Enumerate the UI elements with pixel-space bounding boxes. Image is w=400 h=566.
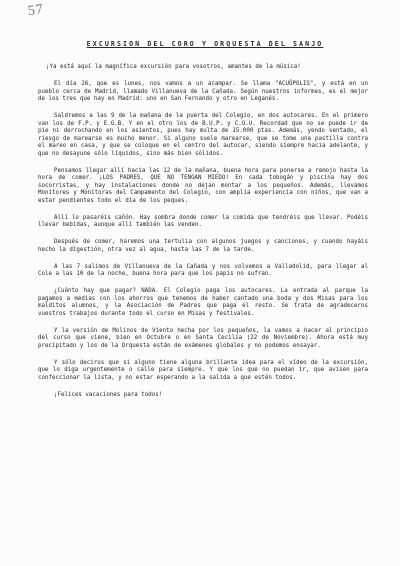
paragraph-lunch: Allí lo pasaréis cañón. Hay sombra donde comer la comida que tendréis que llevar. Podéis llevar bebidas, aunque allí también las venden. [38, 214, 368, 228]
paragraph-closing: ¡Felices vacaciones para todos! [54, 391, 163, 398]
document-title: EXCURSION DEL CORO Y ORQUESTA DEL SANJO [86, 40, 324, 48]
paragraph-return: A las 7 salimos de Villanueva de la Cañada y nos volvemos a Valladolid, para llegar al Cole a las 10 de la noche, buena hora para que los papis no sufran. [38, 263, 368, 277]
paragraph-afternoon: Después de comer, haremos una tertulia con algunos juegos y canciones, y cuando hayáis hecho la digestión, otra vez al agua, hasta las 7 de la tarde. [38, 239, 368, 253]
paragraph-date-location: El día 26, que es lunes, nos vamos a un acampar. Se llama "ACUÓPOLIS", y está en un pueblo cerca de Madrid, llamado Villanueva de la Cañada. Según nuestros informes, es el mejor de los tres que hay en Madrid: uno en San Fernando y otro en Leganés. [38, 81, 368, 102]
paragraph-arrival-safety: Pensamos llegar allí hacia las 12 de la mañana, buena hora para ponerse a remojo hasta la hora de comer. ¡LOS PADRES, QUE NO TENGAN MIEDO! En cada tobogán y piscina hay dos socorristas, y hay instalaciones donde no dejan montar a los pequeños. Además, llevamos Monitores y Monitoras del Campamento del Colegio, con amplia experiencia con niños, que van a estar pendientes todo el día de los peques. [38, 167, 368, 204]
handwritten-page-number: 57 [26, 1, 45, 20]
paragraph-video: Y sólo deciros que si alguno tiene alguna brillante idea para el vídeo de la excursión, que lo diga urgentemente o calle para siempre. Y que los que no puedan ir, que avisen para confeccionar la lista, y no estar esperando a la salida a que estén todos. [38, 359, 368, 381]
paragraph-intro: ¡Ya está aquí la magnífica excursión para vosotros, amantes de la música! [46, 64, 301, 70]
paragraph-molinos: Y la versión de Molinos de Viento hecha por los pequeños, la vamos a hacer al principio del curso que viene, bien en Octubre o en Santa Cecilia (22 de Noviembre). Ahora está muy precipitado y los de la Orquesta están de exámenes globales y no podemos ensayar. [38, 327, 368, 349]
document-body [38, 64, 368, 409]
paragraph-departure: Saldremos a las 9 de la mañana de la puerta del Colegio, en dos autocares. En el primero van los de F.P. y E.G.B. Y en el otro los de B.U.P. y C.O.U. Recordad que no se puede ir de pie ni derrochando en los asientos, pues hay multa de 15.000 ptas. Además, yendo sentado, el riesgo de marearse es mucho menor. Si alguno suele marearse, que se tome una pastilla contra el mareo en casa, y que se coloque en el centro del autocar, siendo siempre hacia adelante, y que no desayune sólo líquidos, sino más bien sólidos. [38, 113, 368, 157]
paragraph-cost: ¿Cuánto hay que pagar? NADA. El Colegio paga los autocares. La entrada al parque la pagamos a medias con los ahorros que tenemos de haber cantado una boda y dos Misas para los malditos alumnos, y la Asociación de Padres que paga el resto. Se trata de agradeceros vuestros trabajos durante todo el curso en Misas y festivales. [38, 288, 368, 317]
